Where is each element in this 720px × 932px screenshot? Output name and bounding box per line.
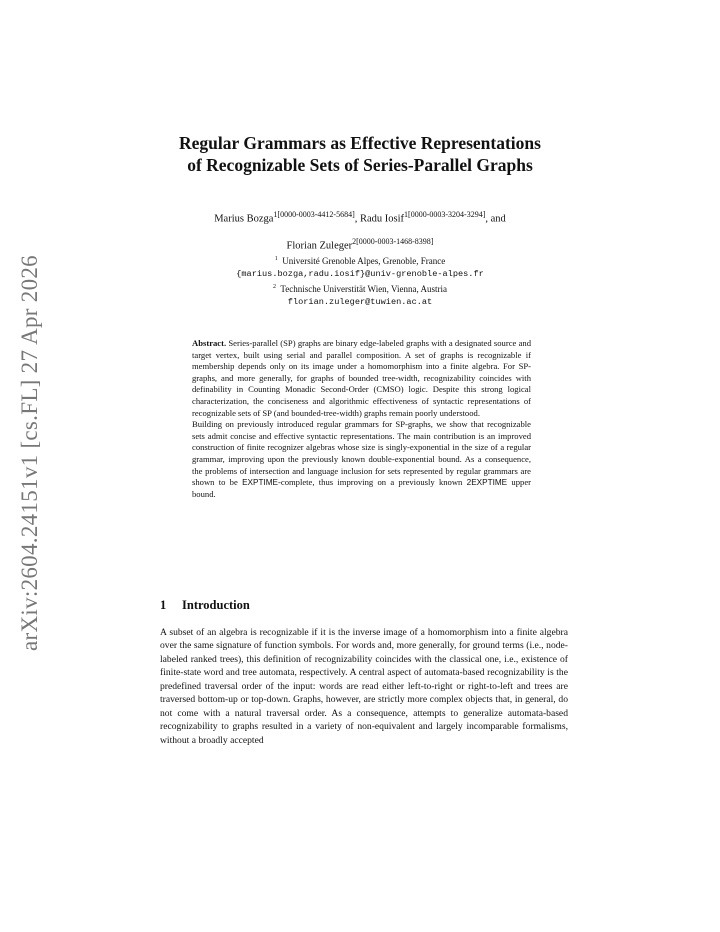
abstract-paragraph-2 [192,419,531,500]
section-heading [160,598,250,613]
affiliation-2 [160,281,560,296]
arxiv-identifier [10,255,50,651]
author-2-mark: 1 [404,210,409,219]
abstract-p2-text-a: Building on previously introduced regular grammars for SP-graphs, we show that recognizable sets admit concise and effective syntactic representations. The main contribution is an improved construction of finite recognizer algebras whose size is singly-exponential in the size of a regular grammar, improving upon the previously known double-exponential bound. As a consequence, the problems of intersection and language inclusion for sets represented by regular grammars are shown to be [192,419,531,488]
abstract-label: Abstract. [192,338,227,348]
complexity-class-exptime: EXPTIME [242,478,279,488]
affiliation-1 [160,253,560,268]
abstract-p1-text: Series-parallel (SP) graphs are binary edge-labeled graphs with a designated source and target vertex, built using serial and parallel composition. A set of graphs is recognizable if membership depends only on its image under a homomorphism into a finite algebra. For SP-graphs, and more generally, for graphs of bounded tree-width, recognizability coincides with definability in Counting Monadic Second-Order (CMSO) logic. Despite this strong logical characterization, the conciseness and algorithmic effectiveness of syntactic representations of recognizable sets of SP (and bounded-tree-width) graphs remain poorly understood. [192,338,531,418]
author-3-name: Florian Zuleger [286,240,353,251]
section-title: Introduction [182,598,250,612]
affiliation-1-institution: Université Grenoble Alpes, Grenoble, France [282,256,446,266]
author-2-orcid: [0000-0003-3204-3294] [408,210,486,219]
paper-title [100,132,620,176]
author-1-mark: 1 [273,210,278,219]
complexity-class-2exptime: 2EXPTIME [466,478,508,488]
author-1-name: Marius Bozga [214,213,274,225]
author-line-1 [120,204,600,231]
author-and: , and [485,213,506,225]
affiliation-1-mark: 1 [274,256,278,262]
intro-paragraph-1: A subset of an algebra is recognizable if it is the inverse image of a homomorphism into a finite algebra over the same signature of function symbols. For words and, more generally, for ground terms (i.e., node-labeled ranked trees), this definition of recognizability coincides with the classical one, i.e., existence of finite-state word and tree automata, respectively. A central aspect of automata-based recognizability is the predefined traversal order of the input: words are read either left-to-right or right-to-left and trees are traversed bottom-up or top-down. Graphs, however, are strictly more complex objects that, in general, do not come with a natural traversal order. As a consequence, attempts to generalize automata-based recognizability to graphs resulted in a variety of non-equivalent and largely incomparable formalisms, without a broadly accepted [160,627,568,746]
author-list [120,204,600,257]
arxiv-id-text: arXiv:2604.24151v1 [cs.FL] 27 Apr 2026 [17,255,42,651]
author-1-orcid: [0000-0003-4412-5684] [277,210,355,219]
author-2-name: , Radu Iosif [354,213,405,225]
author-3-mark: 2 [352,236,357,246]
abstract-p2-text-b: -complete, thus improving on a previously known [278,477,463,488]
affiliations [160,253,560,309]
affiliation-2-email: florian.zuleger@tuwien.ac.at [287,297,433,307]
intro-body [160,626,568,747]
abstract [192,338,531,500]
title-line-1: Regular Grammars as Effective Representations [179,133,541,153]
affiliation-2-mark: 2 [273,284,277,290]
abstract-p2-text-c: upper bound. [192,477,531,499]
abstract-paragraph-1 [192,338,531,419]
affiliation-1-email: {marius.bozga,radu.iosif}@univ-grenoble-alpes.fr [236,269,484,279]
section-number: 1 [160,598,167,612]
author-3-orcid: [0000-0003-1468-8398] [356,236,434,246]
title-line-2: of Recognizable Sets of Series-Parallel Graphs [187,155,533,175]
affiliation-2-institution: Technische Universtität Wien, Vienna, Austria [280,284,447,294]
